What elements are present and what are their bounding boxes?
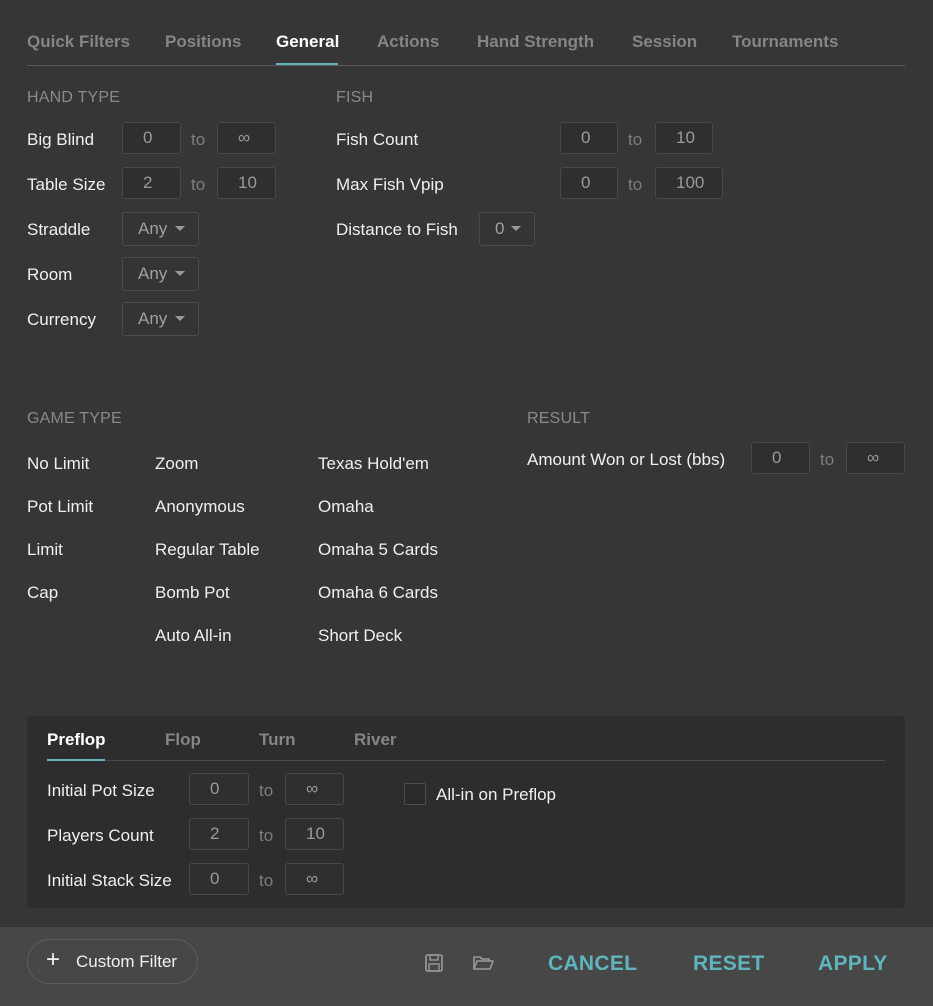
initial-stack-size-to-label: to: [259, 871, 274, 890]
amount-won-from-input[interactable]: 0: [751, 442, 810, 474]
footer-bar: [0, 927, 933, 1006]
tab-preflop[interactable]: Preflop: [47, 730, 106, 749]
fish-count-from-input[interactable]: 0: [560, 122, 618, 154]
room-dropdown[interactable]: [122, 257, 199, 291]
currency-value: Any: [138, 309, 168, 328]
tab-quick-filters[interactable]: Quick Filters: [27, 32, 130, 51]
amount-won-label: Amount Won or Lost (bbs): [527, 450, 726, 469]
tab-turn[interactable]: Turn: [259, 730, 296, 749]
street-tabs-divider: [47, 760, 885, 761]
tab-hand-strength[interactable]: Hand Strength: [477, 32, 595, 51]
game-type-title: GAME TYPE: [27, 410, 122, 427]
initial-pot-size-to-input[interactable]: ∞: [285, 773, 344, 805]
table-type-option[interactable]: Regular Table: [155, 540, 260, 559]
distance-to-fish-dropdown[interactable]: [479, 212, 535, 246]
max-fish-vpip-from-input[interactable]: 0: [560, 167, 618, 199]
apply-button[interactable]: APPLY: [818, 952, 888, 975]
custom-filter-label: Custom Filter: [76, 952, 178, 971]
custom-filter-button[interactable]: [27, 939, 198, 984]
max-fish-vpip-to-input[interactable]: 100: [655, 167, 723, 199]
distance-to-fish-value: 0: [495, 219, 505, 238]
variant-option[interactable]: Omaha 6 Cards: [318, 583, 438, 602]
game-type-option[interactable]: Cap: [27, 583, 59, 602]
initial-stack-size-from-input[interactable]: 0: [189, 863, 249, 895]
fish-count-label: Fish Count: [336, 130, 419, 149]
game-type-option[interactable]: Limit: [27, 540, 63, 559]
amount-won-to-input[interactable]: ∞: [846, 442, 905, 474]
game-type-option[interactable]: Pot Limit: [27, 497, 94, 516]
chevron-down-icon: [175, 271, 185, 276]
variant-option[interactable]: Omaha: [318, 497, 374, 516]
tab-session[interactable]: Session: [632, 32, 698, 51]
table-type-option[interactable]: Bomb Pot: [155, 583, 230, 602]
initial-stack-size-to-input[interactable]: ∞: [285, 863, 344, 895]
variant-option[interactable]: Short Deck: [318, 626, 403, 645]
hand-type-title: HAND TYPE: [27, 89, 121, 106]
initial-pot-size-from-input[interactable]: 0: [189, 773, 249, 805]
game-type-option[interactable]: No Limit: [27, 454, 90, 473]
tab-positions[interactable]: Positions: [165, 32, 242, 51]
table-size-from-input[interactable]: 2: [122, 167, 181, 199]
big-blind-label: Big Blind: [27, 130, 95, 149]
table-size-to-label: to: [191, 175, 206, 194]
distance-to-fish-label: Distance to Fish: [336, 220, 458, 239]
currency-dropdown[interactable]: [122, 302, 199, 336]
tab-river[interactable]: River: [354, 730, 397, 749]
all-in-preflop-checkbox[interactable]: [404, 783, 426, 805]
plus-icon: +: [46, 946, 61, 973]
table-size-label: Table Size: [27, 175, 106, 194]
active-tab-indicator: [276, 63, 338, 65]
big-blind-from-input[interactable]: 0: [122, 122, 181, 154]
initial-pot-size-to-label: to: [259, 781, 274, 800]
fish-count-to-label: to: [628, 130, 643, 149]
max-fish-vpip-to-label: to: [628, 175, 643, 194]
players-count-from-input[interactable]: 2: [189, 818, 249, 850]
tab-general[interactable]: General: [276, 32, 340, 51]
variant-option[interactable]: Omaha 5 Cards: [318, 540, 438, 559]
initial-stack-size-label: Initial Stack Size: [47, 871, 172, 890]
amount-won-to-label: to: [820, 450, 835, 469]
room-value: Any: [138, 264, 168, 283]
table-type-option[interactable]: Anonymous: [155, 497, 245, 516]
fish-count-to-input[interactable]: 10: [655, 122, 713, 154]
big-blind-to-input[interactable]: ∞: [217, 122, 276, 154]
cancel-button[interactable]: CANCEL: [548, 952, 638, 975]
reset-button[interactable]: RESET: [693, 952, 765, 975]
active-street-indicator: [47, 759, 105, 761]
straddle-label: Straddle: [27, 220, 91, 239]
table-type-option[interactable]: Auto All-in: [155, 626, 232, 645]
players-count-to-input[interactable]: 10: [285, 818, 344, 850]
table-size-to-input[interactable]: 10: [217, 167, 276, 199]
big-blind-to-label: to: [191, 130, 206, 149]
room-label: Room: [27, 265, 73, 284]
currency-label: Currency: [27, 310, 96, 329]
players-count-label: Players Count: [47, 826, 154, 845]
save-icon[interactable]: [423, 952, 445, 974]
tab-flop[interactable]: Flop: [165, 730, 201, 749]
initial-pot-size-label: Initial Pot Size: [47, 781, 155, 800]
table-type-option[interactable]: Zoom: [155, 454, 199, 473]
max-fish-vpip-label: Max Fish Vpip: [336, 175, 444, 194]
filter-category-tabs: [27, 28, 905, 66]
chevron-down-icon: [175, 226, 185, 231]
straddle-dropdown[interactable]: [122, 212, 199, 246]
players-count-to-label: to: [259, 826, 274, 845]
variant-option[interactable]: Texas Hold'em: [318, 454, 429, 473]
straddle-value: Any: [138, 219, 168, 238]
tab-tournaments[interactable]: Tournaments: [732, 32, 839, 51]
street-filter-panel: [27, 716, 905, 908]
chevron-down-icon: [511, 226, 521, 231]
fish-title: FISH: [336, 89, 374, 106]
tab-actions[interactable]: Actions: [377, 32, 440, 51]
chevron-down-icon: [175, 316, 185, 321]
result-title: RESULT: [527, 410, 591, 427]
folder-open-icon[interactable]: [472, 952, 494, 974]
all-in-preflop-label[interactable]: All-in on Preflop: [436, 785, 557, 804]
